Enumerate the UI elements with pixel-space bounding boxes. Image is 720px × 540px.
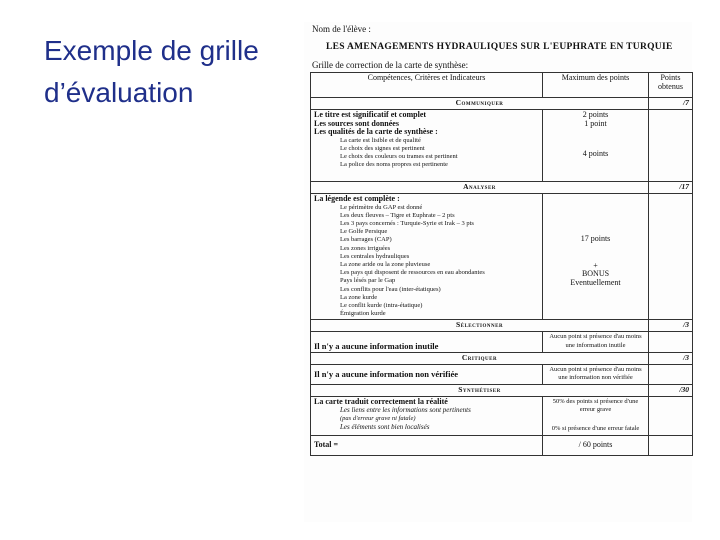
total-row: [311, 435, 693, 455]
obtained-cell: [649, 332, 693, 352]
indicator: Les deux fleuves – Tigre et Euphrate – 2 pts: [340, 211, 455, 219]
obtained-cell: [649, 435, 693, 455]
indicator: La zone aride ou la zone pluvieuse: [340, 261, 431, 269]
total-label: Total =: [311, 435, 543, 455]
communiquer-content: [311, 110, 693, 182]
criterion: Les sources sont données: [314, 118, 399, 128]
indicator: Les liens entre les informations sont pertinents: [340, 406, 471, 415]
points: 17 points: [580, 234, 611, 243]
section-name: Synthétiser: [311, 384, 649, 396]
indicator: Le choix des couleurs ou trames est pertinent: [340, 153, 458, 161]
scanned-document: [304, 22, 692, 522]
section-name: Critiquer: [311, 352, 649, 364]
selectionner-content: [311, 332, 693, 352]
section-communiquer: [311, 98, 693, 110]
section-total: /17: [649, 182, 693, 194]
points: 4 points: [582, 149, 609, 159]
critiquer-content: [311, 364, 693, 384]
points-rule: Aucun point si présence d'au moins une information inutile: [543, 332, 649, 352]
indicator: Les barrages (CAP): [340, 236, 392, 244]
criterion: Il n'y a aucune information inutile: [311, 332, 543, 352]
total-value: / 60 points: [543, 435, 649, 455]
section-name: Communiquer: [311, 98, 649, 110]
points-rule: 0% si présence d'une erreur fatale: [551, 425, 640, 432]
criterion: La carte traduit correctement la réalité: [314, 396, 448, 406]
student-name-label: Nom de l'élève :: [312, 24, 371, 34]
header-obtained: Points obtenus: [649, 73, 693, 98]
indicator: (pas d'erreur grave ni fatale): [340, 414, 416, 422]
indicator: Les 3 pays concernés : Turquie-Syrie et Irak – 3 pts: [340, 220, 474, 227]
grid-header-row: [311, 73, 693, 98]
section-synthetiser: [311, 384, 693, 396]
section-total: /7: [649, 98, 693, 110]
obtained-cell: [649, 110, 693, 182]
section-selectionner: [311, 320, 693, 332]
criterion: La légende est complète :: [314, 194, 400, 203]
points: 2 points: [582, 110, 609, 119]
bonus-note: Eventuellement: [570, 277, 621, 287]
obtained-cell: [649, 194, 693, 320]
indicator: Le conflit kurde (intra-étatique): [340, 302, 423, 310]
section-total: /3: [649, 352, 693, 364]
document-title: LES AMENAGEMENTS HYDRAULIQUES SUR L'EUPHRATE EN TURQUIE: [326, 42, 673, 52]
obtained-cell: [649, 396, 693, 435]
indicator: La zone kurde: [340, 293, 378, 301]
section-total: /3: [649, 320, 693, 332]
section-name: Sélectionner: [311, 320, 649, 332]
indicator: Les centrales hydrauliques: [340, 252, 410, 260]
indicator: Les conflits pour l'eau (inter-étatiques): [340, 285, 441, 293]
criterion: Le titre est significatif et complet: [314, 110, 427, 119]
header-max: Maximum des points: [543, 73, 649, 98]
points: 1 point: [584, 118, 607, 128]
grading-grid: [310, 72, 693, 456]
analyser-content: [311, 194, 693, 320]
indicator: Le Golfe Persique: [340, 228, 388, 236]
criterion: Il n'y a aucune information non vérifiée: [311, 364, 543, 384]
indicator: Les pays qui disposent de ressources en eau abondantes: [340, 269, 485, 277]
section-analyser: [311, 182, 693, 194]
indicator: La police des noms propres est pertinente: [340, 161, 448, 169]
section-name: Analyser: [311, 182, 649, 194]
obtained-cell: [649, 364, 693, 384]
grid-caption: Grille de correction de la carte de synthèse:: [312, 60, 469, 70]
indicator: Les éléments sont bien localisés: [340, 422, 430, 431]
indicator: Le choix des signes est pertinent: [340, 144, 425, 152]
slide-title: Exemple de grille d’évaluation: [44, 35, 259, 108]
indicator: Émigration kurde: [340, 310, 386, 318]
indicator: Le périmètre du GAP est donné: [340, 203, 423, 211]
synthetiser-content: [311, 396, 693, 435]
section-total: /30: [649, 384, 693, 396]
indicator: La carte est lisible et de qualité: [340, 136, 421, 144]
indicator: Les zones irriguées: [340, 244, 391, 252]
criterion: Les qualités de la carte de synthèse :: [314, 127, 438, 137]
section-critiquer: [311, 352, 693, 364]
points-rule: 50% des points si présence d'une erreur grave: [552, 397, 639, 414]
points-rule: Aucun point si présence d'au moins une information non vérifiée: [543, 364, 649, 384]
bonus-label: BONUS: [581, 269, 610, 279]
header-criteria: Compétences, Critères et Indicateurs: [311, 73, 543, 98]
indicator: Pays lésés par le Gap: [340, 277, 396, 285]
points-plus: +: [593, 260, 598, 270]
